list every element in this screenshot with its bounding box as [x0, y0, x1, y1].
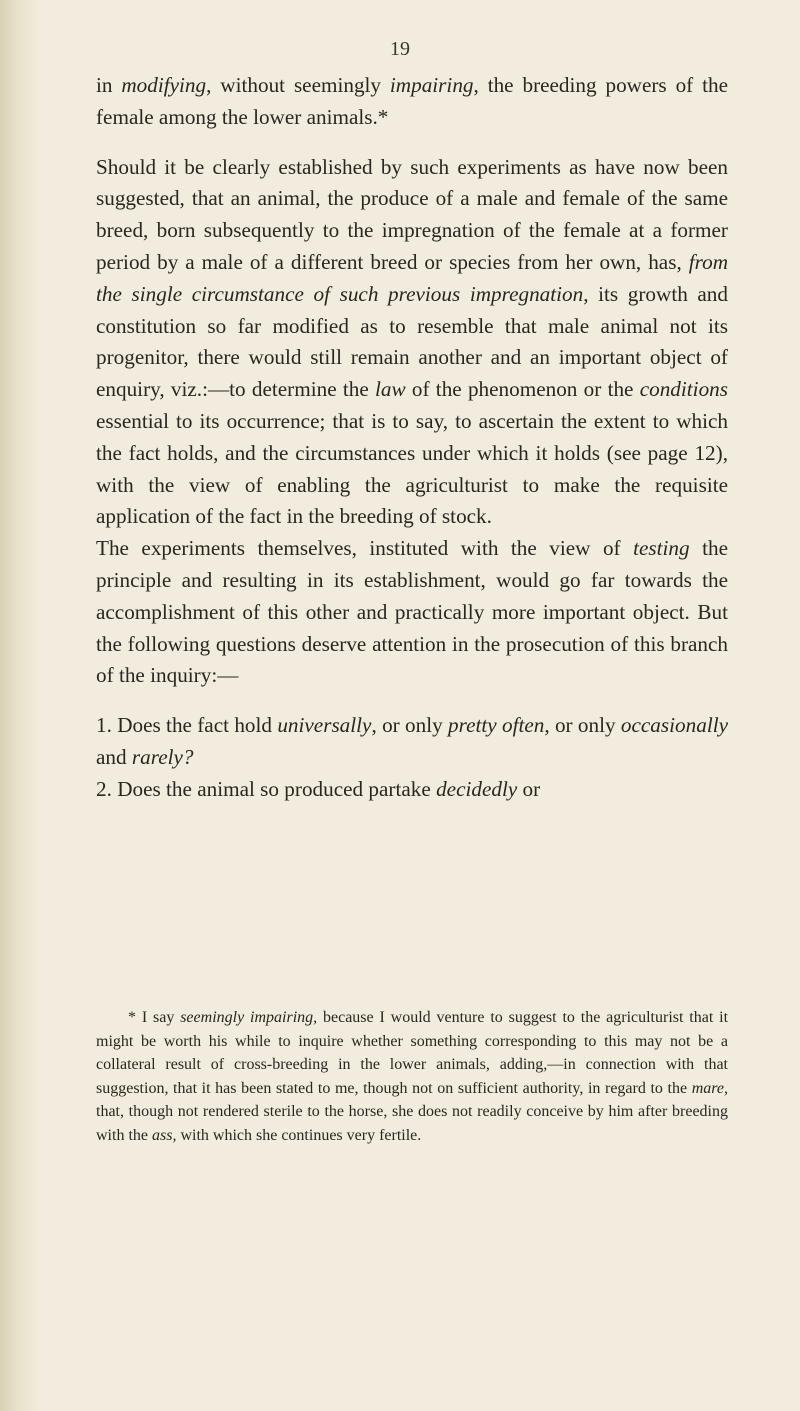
text-run: The experiments themselves, instituted with the view of: [96, 536, 634, 561]
text-run: 1. Does the fact hold: [96, 713, 278, 738]
text-run: essential to its occurrence; that is to say, to ascertain the extent to which the fact holds, and the circumstances under which it holds (see page 12), with the view of enabling the agriculturist to make the requisite application of the fact in the breeding of stock.: [96, 408, 728, 529]
text-run: , or only: [371, 713, 449, 738]
italic-run: pretty often: [448, 713, 545, 738]
italic-run: seemingly impairing,: [180, 1009, 318, 1026]
italic-run: ass,: [152, 1126, 177, 1144]
question-2: [96, 774, 728, 806]
text-run: , its growth and constitution so far modified as to resemble that male animal not its progenitor, there would still remain another and an important object of enquiry, viz.:—to determine the: [96, 281, 728, 402]
text-run: , without seemingly: [206, 73, 390, 97]
italic-run: conditions: [639, 377, 728, 402]
text-run: that, though not rendered sterile to the horse, she does not readily conceive by him after breeding with the: [96, 1103, 728, 1144]
body-text: [96, 70, 728, 806]
italic-run: rarely?: [131, 744, 194, 769]
paragraph-1: [96, 70, 728, 134]
footnote-text: [96, 1006, 728, 1148]
text-run: , the breeding powers of the female among the lower animals.*: [96, 73, 728, 129]
italic-run: decidedly: [436, 776, 518, 801]
text-run: , or only: [544, 713, 621, 738]
page-number: 19: [390, 38, 410, 60]
text-run: or: [517, 776, 541, 801]
question-1: [96, 710, 728, 774]
paragraph-3: [96, 533, 728, 692]
italic-run: universally: [277, 713, 372, 738]
text-run: * I say: [128, 1009, 181, 1026]
italic-run: occasionally: [620, 713, 728, 738]
text-run: because I would venture to suggest to the agriculturist that it might be worth his while to inquire whether something corresponding to this may not be a collateral result of cross-breeding in the lower animals, adding,—in connection with that suggestion, that it has been stated to me, though not on sufficient authority, in regard to the: [96, 1009, 729, 1097]
text-run: of the phenomenon or the: [405, 377, 640, 402]
italic-run: modifying: [121, 73, 207, 97]
footnote: [96, 1006, 728, 1148]
italic-run: mare,: [691, 1079, 728, 1097]
paragraph-2: [96, 152, 728, 534]
text-run: and: [96, 744, 132, 769]
text-run: in: [96, 73, 122, 97]
text-run: Should it be clearly established by such experiments as have now been suggested, that an animal, the produce of a male and female of the same breed, born subsequently to the impregnation of the female at a former period by a male of a different breed or species from her own, has,: [96, 154, 728, 274]
italic-run: testing: [633, 536, 690, 561]
italic-run: law: [375, 377, 406, 402]
text-run: the principle and resulting in its establishment, would go far towards the accomplishment of this other and practically more important object. But the following questions deserve attention in the prosecution of this branch of the inquiry:—: [96, 536, 728, 688]
italic-run: impairing: [389, 73, 474, 97]
text-run: 2. Does the animal so produced partake: [96, 776, 437, 801]
italic-run: from the single circumstance of such previous impregnation: [96, 249, 728, 306]
text-run: with which she continues very fertile.: [176, 1126, 422, 1144]
